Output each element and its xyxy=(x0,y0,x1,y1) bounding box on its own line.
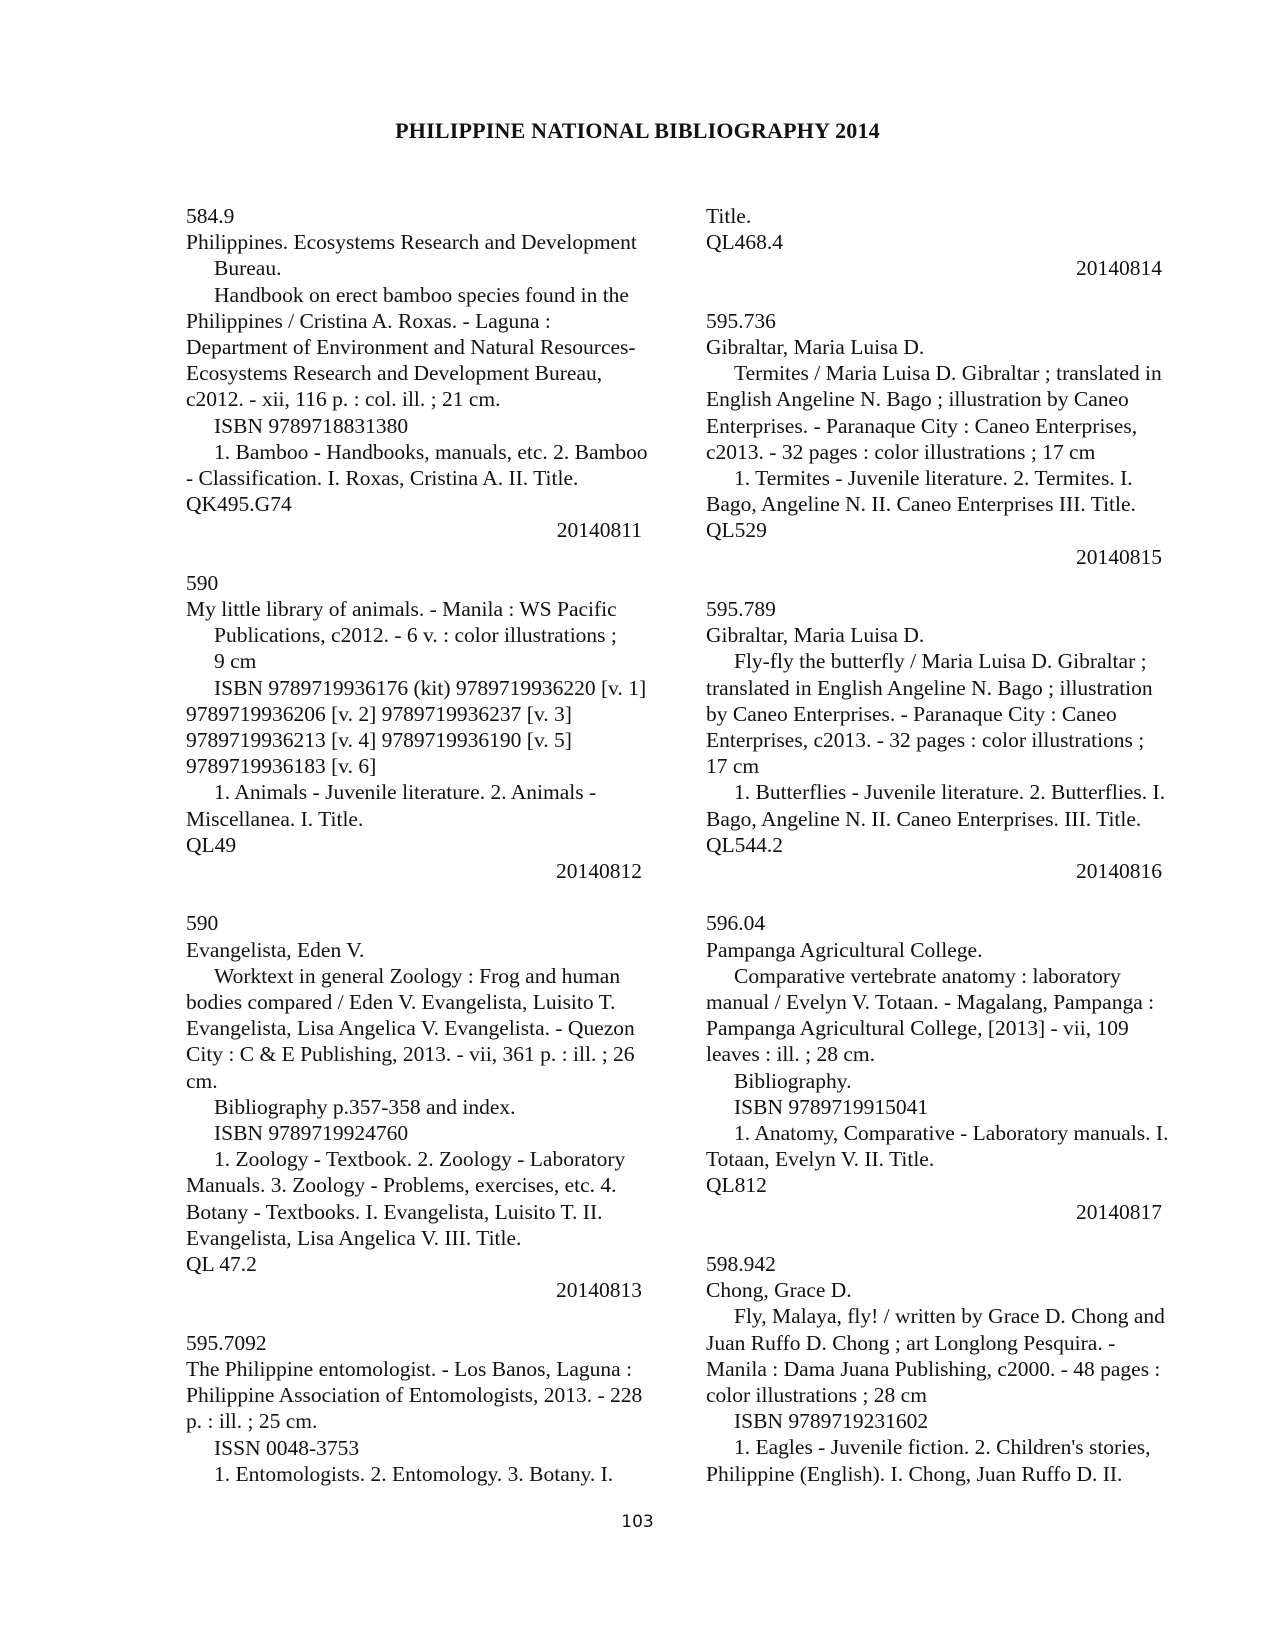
entry-line: Fly, Malaya, fly! / written by Grace D. Chong and xyxy=(734,1304,1165,1329)
bibliography-entry xyxy=(706,596,1196,884)
entry-line: 1. Anatomy, Comparative - Laboratory manuals. I. xyxy=(734,1121,1169,1146)
entry-line: Worktext in general Zoology : Frog and human xyxy=(214,963,621,988)
entry-line: Gibraltar, Maria Luisa D. xyxy=(706,623,925,648)
entry-line: Termites / Maria Luisa D. Gibraltar ; translated in xyxy=(734,361,1162,386)
entry-line: cm. xyxy=(186,1068,218,1093)
entry-line: Department of Environment and Natural Resources- xyxy=(186,335,636,360)
entry-line: leaves : ill. ; 28 cm. xyxy=(706,1042,875,1067)
entry-line: 1. Animals - Juvenile literature. 2. Animals - xyxy=(214,780,597,805)
entry-line: Chong, Grace D. xyxy=(706,1278,852,1303)
entry-line: 17 cm xyxy=(706,754,760,779)
entry-date: 20140813 xyxy=(556,1278,642,1303)
entry-line: Philippines. Ecosystems Research and Development xyxy=(186,230,637,255)
right-column xyxy=(706,203,1196,1513)
bibliography-entry xyxy=(706,910,1196,1224)
entry-line: 1. Zoology - Textbook. 2. Zoology - Laboratory xyxy=(214,1147,626,1172)
entry-line: 9789719936213 [v. 4] 9789719936190 [v. 5] xyxy=(186,728,572,753)
entry-line: Pampanga Agricultural College, [2013] - vii, 109 xyxy=(706,1016,1129,1041)
entry-line: QL812 xyxy=(706,1173,767,1198)
entry-line: Publications, c2012. - 6 v. : color illustrations ; xyxy=(214,623,617,648)
entry-line: Gibraltar, Maria Luisa D. xyxy=(706,335,925,359)
entry-line: bodies compared / Eden V. Evangelista, Luisito T. xyxy=(186,990,616,1015)
entry-line: Evangelista, Eden V. xyxy=(186,937,365,962)
entry-line: c2012. - xii, 116 p. : col. ill. ; 21 cm. xyxy=(186,387,501,412)
entry-line: Bago, Angeline N. II. Caneo Enterprises. III. Title. xyxy=(706,806,1142,831)
entry-date: 20140816 xyxy=(1076,859,1162,884)
entry-line: color illustrations ; 28 cm xyxy=(706,1383,927,1408)
entry-line: Philippines / Cristina A. Roxas. - Laguna : xyxy=(186,308,551,333)
entry-line: My little library of animals. - Manila : WS Pacific xyxy=(186,597,617,622)
entry-date: 20140815 xyxy=(1076,544,1162,569)
bibliography-entry xyxy=(186,910,676,1303)
entry-line: 590 xyxy=(186,911,219,936)
entry-line: Fly-fly the butterfly / Maria Luisa D. Gibraltar ; xyxy=(734,649,1147,674)
entry-line: translated in English Angeline N. Bago ; illustration xyxy=(706,675,1153,700)
entry-line: Miscellanea. I. Title. xyxy=(186,806,364,831)
entry-line: Juan Ruffo D. Chong ; art Longlong Pesquira. - xyxy=(706,1330,1116,1355)
entry-line: ISBN 9789719924760 xyxy=(214,1121,409,1146)
entry-line: QL49 xyxy=(186,832,237,857)
entry-line: Manuals. 3. Zoology - Problems, exercises, etc. 4. xyxy=(186,1173,617,1198)
entry-line: ISSN 0048-3753 xyxy=(214,1435,360,1460)
entry-line: manual / Evelyn V. Totaan. - Magalang, Pampanga : xyxy=(706,990,1155,1015)
bibliography-entry xyxy=(706,203,1196,282)
entry-line: 9789719936206 [v. 2] 9789719936237 [v. 3] xyxy=(186,701,572,726)
entry-line: Comparative vertebrate anatomy : laboratory xyxy=(734,963,1121,988)
entry-line: Manila : Dama Juana Publishing, c2000. - 48 pages : xyxy=(706,1356,1161,1381)
entry-line: by Caneo Enterprises. - Paranaque City : Caneo xyxy=(706,701,1117,726)
entry-line: 595.736 xyxy=(706,308,776,333)
bibliography-entry xyxy=(706,308,1196,570)
entry-line: 598.942 xyxy=(706,1252,776,1277)
bibliography-entry xyxy=(186,203,676,544)
entry-date: 20140812 xyxy=(556,859,642,884)
entry-line: 596.04 xyxy=(706,911,766,936)
entry-line: Title. xyxy=(706,204,752,228)
entry-line: QL544.2 xyxy=(706,832,784,857)
entry-line: 1. Termites - Juvenile literature. 2. Termites. I. xyxy=(734,466,1133,491)
entry-line: Philippine Association of Entomologists, 2013. - 228 xyxy=(186,1383,643,1408)
entry-line: 1. Bamboo - Handbooks, manuals, etc. 2. Bamboo xyxy=(214,439,648,464)
entry-line: c2013. - 32 pages : color illustrations ; 17 cm xyxy=(706,439,1096,464)
entry-line: 595.789 xyxy=(706,597,776,622)
entry-line: Pampanga Agricultural College. xyxy=(706,937,983,962)
entry-line: QL 47.2 xyxy=(186,1252,257,1277)
entry-line: 9 cm xyxy=(214,649,257,674)
entry-line: ISBN 9789719936176 (kit) 9789719936220 [v. 1] xyxy=(214,675,647,700)
entry-line: - Classification. I. Roxas, Cristina A. II. Title. xyxy=(186,466,579,491)
entry-line: Ecosystems Research and Development Bureau, xyxy=(186,361,603,386)
bibliography-entry xyxy=(186,1330,676,1487)
entry-line: ISBN 9789719915041 xyxy=(734,1094,929,1119)
entry-line: 1. Butterflies - Juvenile literature. 2. Butterflies. I. xyxy=(734,780,1166,805)
entry-date: 20140814 xyxy=(1076,256,1162,281)
page-number: 103 xyxy=(621,1512,654,1532)
entry-line: 9789719936183 [v. 6] xyxy=(186,754,377,779)
entry-line: Evangelista, Lisa Angelica V. Evangelista. - Quezon xyxy=(186,1016,635,1041)
entry-line: QL529 xyxy=(706,518,767,543)
left-column xyxy=(186,203,676,1513)
entry-line: City : C & E Publishing, 2013. - vii, 361 p. : ill. ; 26 xyxy=(186,1042,635,1067)
entry-date: 20140811 xyxy=(556,518,642,543)
entry-line: p. : ill. ; 25 cm. xyxy=(186,1409,318,1434)
entry-line: ISBN 9789719231602 xyxy=(734,1409,929,1434)
entry-line: Handbook on erect bamboo species found in the xyxy=(214,282,629,307)
bibliography-entry xyxy=(706,1251,1196,1487)
entry-date: 20140817 xyxy=(1076,1199,1162,1224)
entry-line: The Philippine entomologist. - Los Banos, Laguna : xyxy=(186,1356,633,1381)
entry-line: 595.7092 xyxy=(186,1330,267,1355)
entry-line: Enterprises, c2013. - 32 pages : color illustrations ; xyxy=(706,728,1145,753)
bibliography-entry xyxy=(186,570,676,884)
entry-line: 584.9 xyxy=(186,204,235,228)
entry-line: Totaan, Evelyn V. II. Title. xyxy=(706,1147,935,1172)
entry-line: 1. Eagles - Juvenile fiction. 2. Children's stories, xyxy=(734,1435,1151,1460)
entry-line: Botany - Textbooks. I. Evangelista, Luisito T. II. xyxy=(186,1199,603,1224)
entry-line: Evangelista, Lisa Angelica V. III. Title. xyxy=(186,1225,522,1250)
entry-line: QL468.4 xyxy=(706,230,784,255)
page-title: PHILIPPINE NATIONAL BIBLIOGRAPHY 2014 xyxy=(395,118,880,143)
entry-line: Bureau. xyxy=(214,256,282,281)
entry-line: 590 xyxy=(186,570,219,595)
entry-line: English Angeline N. Bago ; illustration by Caneo xyxy=(706,387,1129,412)
entry-line: Bago, Angeline N. II. Caneo Enterprises III. Title. xyxy=(706,492,1136,517)
entry-line: Philippine (English). I. Chong, Juan Ruffo D. II. xyxy=(706,1461,1123,1486)
entry-line: ISBN 9789718831380 xyxy=(214,413,409,438)
entry-line: QK495.G74 xyxy=(186,492,292,517)
entry-line: Bibliography p.357-358 and index. xyxy=(214,1094,516,1119)
entry-line: 1. Entomologists. 2. Entomology. 3. Botany. I. xyxy=(214,1461,614,1486)
entry-line: Bibliography. xyxy=(734,1068,852,1093)
entry-line: Enterprises. - Paranaque City : Caneo Enterprises, xyxy=(706,413,1138,438)
